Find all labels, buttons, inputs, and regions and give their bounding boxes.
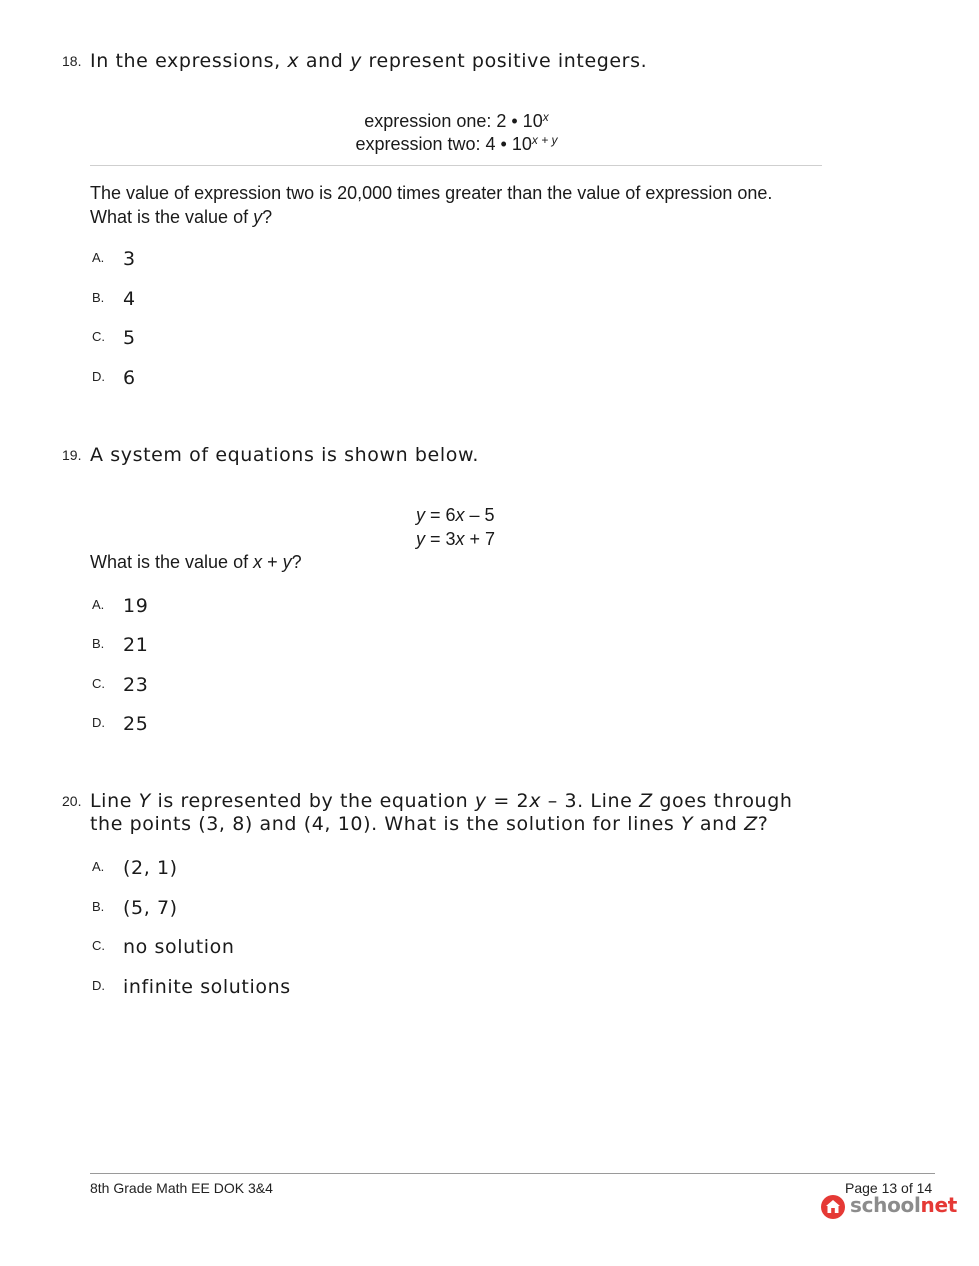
schoolnet-logo <box>820 1192 958 1222</box>
option-letter: B. <box>92 290 105 305</box>
question-20-number: 20. <box>62 793 82 809</box>
option-letter: C. <box>92 329 105 344</box>
option-letter: A. <box>92 597 105 612</box>
option-text: 25 <box>123 713 149 735</box>
stimulus-divider <box>90 165 822 166</box>
option-text: (5, 7) <box>123 897 178 919</box>
equation-1: y = 6x – 5 <box>416 505 495 525</box>
option-text: 23 <box>123 674 149 696</box>
option-letter: D. <box>92 715 105 730</box>
home-icon <box>820 1194 846 1220</box>
question-20-stem-line1: Line Y is represented by the equation y = 2x – 3. Line Z goes through <box>90 790 793 812</box>
page-number: Page 13 of 14 <box>845 1180 933 1196</box>
option-letter: A. <box>92 859 105 874</box>
expression-one: expression one: 2 • 10$^x$ <box>364 110 549 131</box>
option-text: 4 <box>123 288 136 310</box>
option-letter: C. <box>92 938 105 953</box>
option-letter: B. <box>92 899 105 914</box>
expression-two: expression two: 4 • $10^{x + y}$ <box>355 133 558 154</box>
option-text: 6 <box>123 367 136 389</box>
option-letter: B. <box>92 636 105 651</box>
option-text: infinite solutions <box>123 976 291 998</box>
question-19-stem: A system of equations is shown below. <box>90 444 479 466</box>
question-18-number: 18. <box>62 53 82 69</box>
option-text: 21 <box>123 634 149 656</box>
equation-2: y = 3x + 7 <box>416 529 496 549</box>
question-18-stem: In the expressions, x and y represent positive integers. <box>90 50 648 72</box>
option-letter: A. <box>92 250 105 265</box>
option-text: 3 <box>123 248 136 270</box>
option-text: 19 <box>123 595 149 617</box>
question-18-prompt-line2: What is the value of y? <box>90 207 273 227</box>
option-letter: D. <box>92 369 105 384</box>
question-20-stem-line2: the points (3, 8) and (4, 10). What is the solution for lines Y and Z? <box>90 813 769 835</box>
footer-title: 8th Grade Math EE DOK 3&4 <box>90 1180 273 1196</box>
question-19-number: 19. <box>62 447 82 463</box>
option-letter: C. <box>92 676 105 691</box>
question-19-prompt: What is the value of x + y? <box>90 552 302 572</box>
option-text: (2, 1) <box>123 857 178 879</box>
option-text: no solution <box>123 936 235 958</box>
footer-divider <box>90 1173 935 1174</box>
logo-wordmark: schoolnet <box>850 1193 958 1217</box>
option-letter: D. <box>92 978 105 993</box>
question-18-prompt-line1: The value of expression two is 20,000 times greater than the value of expression one. <box>90 183 773 203</box>
option-text: 5 <box>123 327 136 349</box>
